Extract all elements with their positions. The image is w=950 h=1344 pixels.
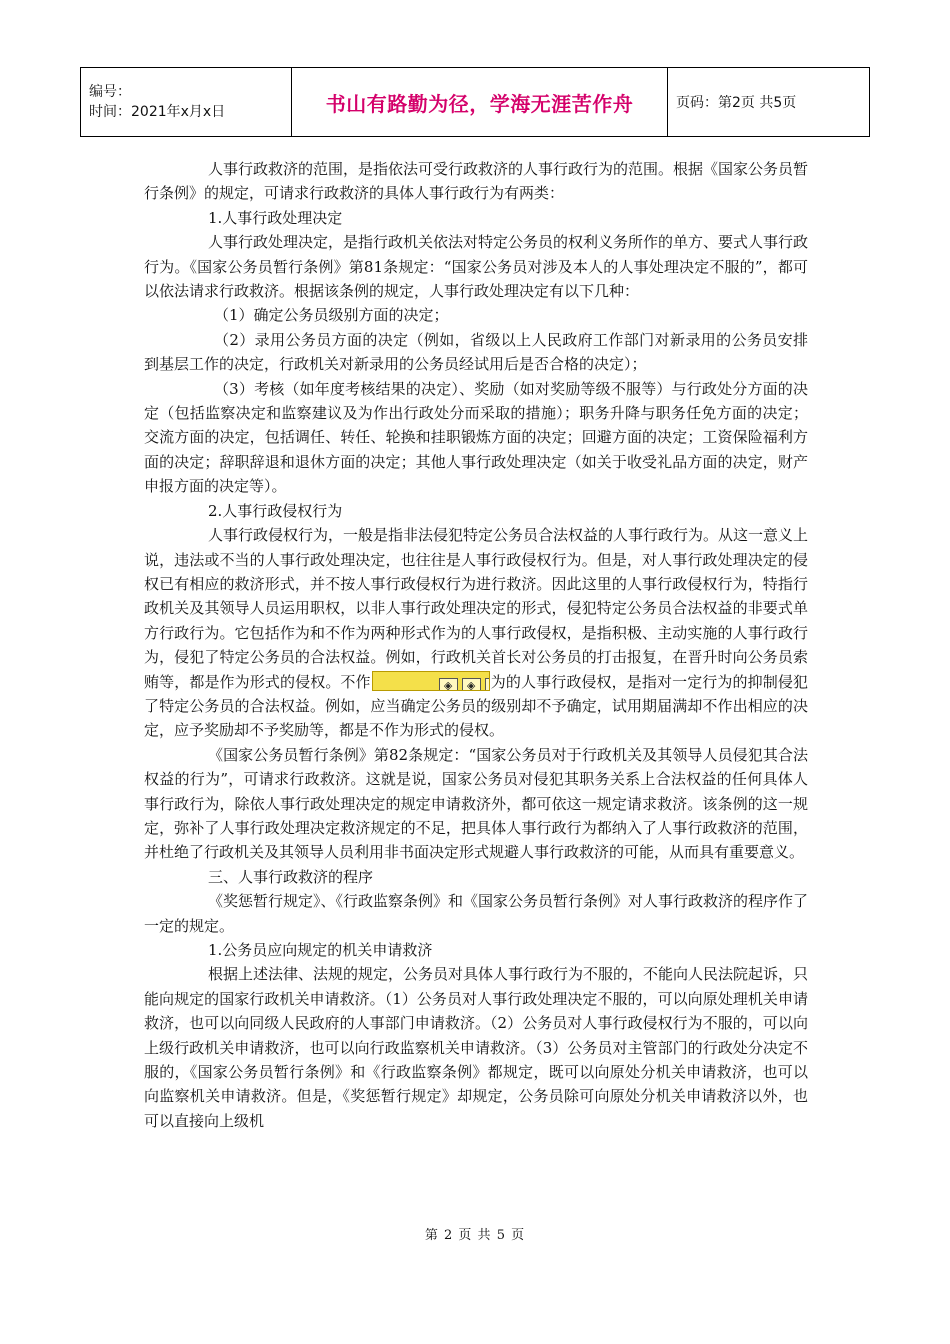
paragraph-infringement [144, 523, 808, 743]
paragraph-admin-decision: 人事行政处理决定，是指行政机关依法对特定公务员的权利义务所作的单方、要式人事行政行为。《国家公务员暂行条例》第81条规定：“国家公务员对涉及本人的人事处理决定不服的”，都可以依法请求行政救济。根据该条例的规定，人事行政处理决定有以下几种： [144, 233, 809, 301]
page-footer: 第 2 页 共 5 页 [424, 1228, 526, 1243]
diamond-icon: ◈ [462, 678, 481, 691]
heading-infringement: 2.人事行政侵权行为 [208, 501, 343, 520]
page-label: 页码：第2页 共5页 [668, 68, 870, 137]
list-item-1: （1）确定公务员级别方面的决定； [214, 306, 449, 325]
embedded-object-icons [372, 671, 490, 691]
header-table [80, 67, 870, 137]
header-meta [81, 68, 292, 137]
paragraph-article-82: 《国家公务员暂行条例》第82条规定：“国家公务员对于行政机关及其领导人员侵犯其合法权益的行为”，可请求行政救济。这就是说，国家公务员对侵犯其职务关系上合法权益的任何具体人事行政行为，除依人事行政处理决定的规定申请救济外，都可依这一规定请求救济。该条例的这一规定，弥补了人事行政处理决定救济规定的不足，把具体人事行政行为都纳入了人事行政救济的范围，并杜绝了行政机关及其领导人员利用非书面决定形式规避人事行政救济的可能，从而具有重要意义。 [144, 745, 808, 862]
document-body [144, 157, 808, 1133]
list-item-2: （2）录用公务员方面的决定（例如，省级以上人民政府工作部门对新录用的公务员安排到基层工作的决定，行政机关对新录用的公务员经试用后是否合格的决定）； [144, 330, 808, 374]
heading-admin-decision: 1.人事行政处理决定 [208, 208, 343, 227]
paragraph-infringement-part1: 人事行政侵权行为，一般是指非法侵犯特定公务员合法权益的人事行政行为。从这一意义上说，违法或不当的人事行政处理决定，也往往是人事行政侵权行为。但是，对人事行政处理决定的侵权已有相应的救济形式，并不按人事行政侵权行为进行救济。因此这里的人事行政侵权行为，特指行政机关及其领导人员运用职权，以非人事行政处理决定的形式，侵犯特定公务员合法权益的非要式单方行政行为。它包括作为和不作为两种形式作为的人事行政侵权，是指积极、主动实施的人事行政行为，侵犯了特定公务员的合法权益。例如，行政机关首长对公务员的打击报复，在晋升时向公务员索贿等，都是作为形式的侵权。不作 [144, 526, 809, 691]
heading-apply-relief: 1.公务员应向规定的机关申请救济 [208, 941, 433, 959]
number-label: 编号： [89, 84, 131, 100]
paragraph-apply-relief: 根据上述法律、法规的规定，公务员对具体人事行政行为不服的，不能向人民法院起诉，只能向规定的国家行政机关申请救济。（1）公务员对人事行政处理决定不服的，可以向原处理机关申请救济，也可以向同级人民政府的人事部门申请救济。（2）公务员对人事行政侵权行为不服的，可以向上级行政机关申请救济，也可以向行政监察机关申请救济。（3）公务员对主管部门的行政处分决定不服的，《国家公务员暂行条例》和《行政监察条例》都规定，既可以向原处分机关申请救济，也可以向监察机关申请救济。但是，《奖惩暂行规定》却规定，公务员除可向原处分机关申请救济以外，也可以直接向上级机 [144, 965, 809, 1130]
paragraph-infringement-part2: 为的人事行政侵权，是指对一定行为的抑制侵犯了特定公务员的合法权益。例如，应当确定公务员的级别却不予确定，试用期届满却不作出相应的决定，应予奖励却不予奖励等，都是不作为形式的侵权。 [144, 672, 808, 740]
diamond-icon [485, 678, 490, 691]
paragraph-scope: 人事行政救济的范围，是指依法可受行政救济的人事行政行为的范围。根据《国家公务员暂行条例》的规定，可请求行政救济的具体人事行政行为有两类： [144, 160, 809, 203]
diamond-icon: ◈ [439, 678, 458, 691]
paragraph-procedure: 《奖惩暂行规定》、《行政监察条例》和《国家公务员暂行条例》对人事行政救济的程序作了一定的规定。 [144, 892, 809, 935]
motto: 书山有路勤为径，学海无涯苦作舟 [292, 68, 668, 137]
list-item-3: （3）考核（如年度考核结果的决定）、奖励（如对奖励等级不服等）与行政处分方面的决定（包括监察决定和监察建议及为作出行政处分而采取的措施）；职务升降与职务任免方面的决定；交流方面的决定，包括调任、转任、轮换和挂职锻炼方面的决定；回避方面的决定；工资保险福利方面的决定；辞职辞退和退休方面的决定；其他人事行政处理决定（如关于收受礼品方面的决定，财产申报方面的决定等）。 [144, 379, 808, 496]
time-label: 时间：2021年x月x日 [89, 104, 226, 120]
heading-procedure: 三、人事行政救济的程序 [208, 867, 374, 886]
